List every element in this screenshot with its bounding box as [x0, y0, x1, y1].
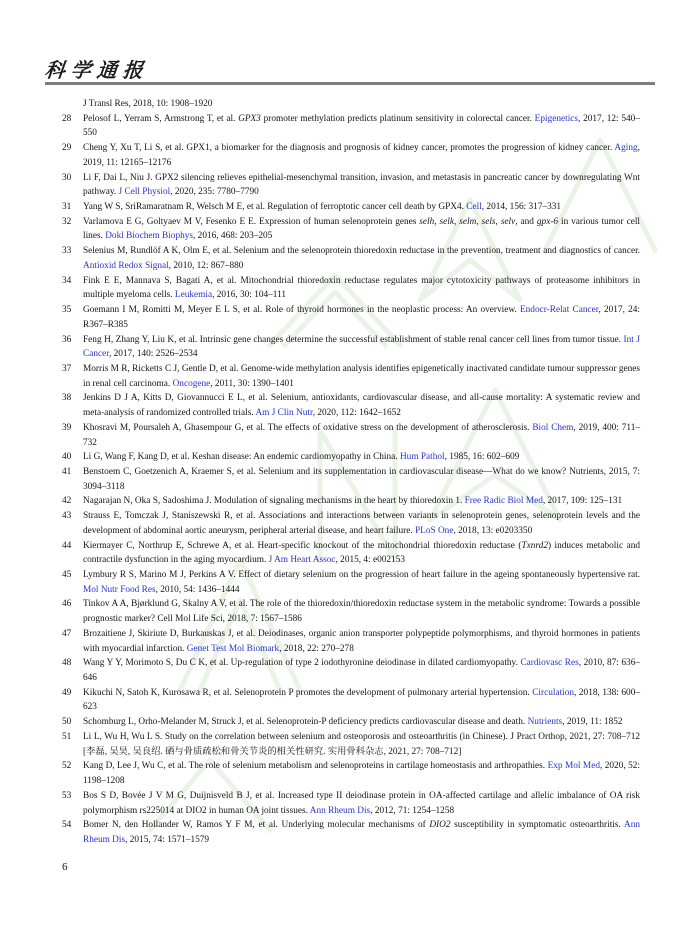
journal-link[interactable]: Ann Rheum Dis	[309, 805, 371, 816]
journal-link[interactable]: Dokl Biochem Biophys	[105, 231, 194, 242]
reference-text: J Transl Res, 2018, 10: 1908–1920	[83, 99, 213, 109]
reference-item	[62, 818, 640, 847]
reference-text	[83, 112, 640, 141]
reference-text	[83, 362, 640, 391]
reference-number: 49	[62, 687, 72, 698]
references-section	[62, 97, 640, 848]
text-segment: ) induces metabolic and contractile dysfunction in the aging myocardium.	[83, 540, 640, 566]
text-segment: Li L, Wu H, Wu L S. Study on the correlation between selenium and osteoporosis and osteoarthritis (in Chinese). J Pract Orthop, 2021, 27: 708–712 [李磊, 吴昊, 吴良绍. 硒与骨质疏松和骨关节炎的相关性研究. 实用骨科杂志, 2021, 27: 708–712]	[83, 731, 640, 757]
reference-text	[83, 450, 640, 465]
text-segment: DIO2	[429, 820, 451, 831]
text-segment: selk	[439, 216, 455, 227]
journal-link[interactable]: Epigenetics	[534, 113, 579, 124]
text-segment: , 2011, 30: 1390–1401	[210, 378, 294, 389]
text-segment: , 2019, 11: 1852	[562, 717, 623, 728]
text-segment: GPX3	[238, 113, 261, 124]
text-segment: Cheng Y, Xu T, Li S, et al. GPX1, a biomarker for the diagnosis and prognosis of kidney cancer, promotes the progression of kidney cancer.	[83, 143, 615, 154]
references-list	[62, 112, 640, 848]
reference-text	[83, 759, 640, 788]
text-segment: Lymbury R S, Marino M J, Perkins A V. Effect of dietary selenium on the progression of heart failure in the ageing spontaneously hypertensive rat.	[83, 570, 640, 580]
text-segment: Tinkov A A, Bjørklund G, Skalny A V, et al. The role of the thioredoxin/thioredoxin reductase system in the metabolic syndrome: Towards a possible prognostic marker? Cell Mol Life Sci, 2018, 7: 1567–1586	[83, 599, 640, 625]
reference-text	[83, 421, 640, 450]
text-segment: , 2010, 87: 636–646	[83, 658, 640, 684]
journal-link[interactable]: Free Radic Biol Med	[464, 496, 543, 507]
journal-link[interactable]: Biol Chem	[532, 422, 574, 433]
journal-link[interactable]: Circulation	[532, 687, 575, 698]
text-segment: Benstoem C, Goetzenich A, Kraemer S, et al. Selenium and its supplementation in cardiovascular disease—What do we know? Nutrients, 2015, 7: 3094–3118	[83, 466, 640, 492]
reference-item	[62, 200, 640, 215]
journal-link[interactable]: Leukemia	[174, 290, 213, 301]
journal-link[interactable]: Genet Test Mol Biomark	[186, 643, 280, 654]
text-segment: , 2017, 140: 2526–2534	[108, 349, 198, 360]
text-segment: Strauss E, Tomczak J, Staniszewski R, et al. Associations and interactions between variants in selenoprotein genes, selenoprotein levels and the development of abdominal aortic aneurysm, peripheral arterial disease, and heart failure.	[83, 511, 640, 536]
reference-number: 50	[62, 717, 72, 728]
text-segment: , 2020, 235: 7780–7790	[170, 187, 259, 198]
reference-number: 45	[62, 570, 72, 580]
text-segment: Nagarajan N, Oka S, Sadoshima J. Modulation of signaling mechanisms in the heart by thioredoxin 1.	[83, 496, 465, 507]
reference-text	[83, 715, 640, 730]
reference-number: 35	[62, 305, 72, 316]
reference-number: 38	[62, 393, 72, 404]
text-segment: selv	[500, 216, 516, 227]
text-segment: Li G, Wang F, Kang D, et al. Keshan disease: An endemic cardiomyopathy in China.	[83, 452, 400, 463]
reference-number: 37	[62, 363, 72, 374]
reference-text	[83, 215, 640, 244]
text-segment: Wang Y Y, Morimoto S, Du C K, et al. Up-regulation of type 2 iodothyronine deiodinase in dilated cardiomyopathy.	[83, 658, 521, 669]
reference-item	[62, 141, 640, 170]
text-segment: , 2017, 24: R367–R385	[83, 305, 640, 330]
reference-number: 29	[62, 143, 72, 154]
reference-item	[62, 450, 640, 465]
reference-number: 52	[62, 761, 72, 772]
reference-text	[83, 244, 640, 273]
journal-logo: 科学通报	[43, 60, 150, 82]
journal-link[interactable]: Aging	[614, 143, 638, 154]
reference-text	[83, 818, 640, 847]
reference-item	[62, 597, 640, 626]
reference-text	[83, 730, 640, 759]
reference-text	[83, 509, 640, 538]
text-segment: Goemann I M, Romitti M, Meyer E L S, et al. Role of thyroid hormones in the neoplastic process: An overview.	[83, 305, 520, 316]
reference-number: 28	[62, 113, 72, 124]
reference-item	[62, 568, 640, 597]
reference-item	[62, 421, 640, 450]
reference-number: 41	[62, 466, 72, 477]
text-segment: susceptibility in symptomatic osteoarthritis.	[450, 820, 624, 831]
text-segment: Txnrd2	[521, 540, 548, 551]
text-segment: ,	[495, 216, 501, 227]
text-segment: Bomer N, den Hollander W, Ramos Y F M, et al. Underlying molecular mechanisms of	[83, 820, 430, 831]
reference-text	[83, 200, 640, 215]
text-segment: ,	[476, 216, 482, 227]
text-segment: , 1985, 16: 602–609	[444, 452, 520, 463]
text-segment: , 2010, 54: 1436–1444	[155, 584, 240, 595]
text-segment: , 2010, 12: 867–880	[168, 260, 244, 271]
text-segment: Jenkins D J A, Kitts D, Giovannucci E L, et al. Selenium, antioxidants, cardiovascular disease, and all-cause mortality: A systematic review and meta-analysis of randomized controlled trials.	[83, 393, 640, 419]
text-segment: Li F, Dai L, Niu J. GPX2 silencing relieves epithelial-mesenchymal transition, invasion, and metastasis in pancreatic cancer by downregulating Wnt pathway.	[83, 172, 640, 198]
journal-link[interactable]: Exp Mol Med	[547, 761, 600, 772]
journal-link[interactable]: Mol Nutr Food Res	[83, 584, 156, 595]
reference-item	[62, 465, 640, 494]
reference-number: 51	[62, 731, 72, 742]
text-segment: , 2019, 400: 711–732	[83, 422, 640, 448]
reference-number: 33	[62, 246, 72, 257]
reference-text	[83, 303, 640, 332]
text-segment: , 2017, 12: 540–550	[83, 113, 640, 139]
text-segment: selm	[459, 216, 477, 227]
journal-link[interactable]: Oncogene	[172, 378, 211, 389]
reference-text	[83, 539, 640, 568]
reference-item	[62, 333, 640, 362]
text-segment: Kikuchi N, Satoh K, Kurosawa R, et al. Selenoprotein P promotes the development of pulmonary arterial hypertension.	[83, 687, 533, 698]
reference-number: 39	[62, 422, 72, 433]
reference-number: 54	[62, 820, 72, 831]
reference-number: 30	[62, 172, 72, 183]
text-segment: , 2015, 4: e002153	[335, 555, 405, 566]
reference-item	[62, 715, 640, 730]
text-segment: Kiermayer C, Northrup E, Schrewe A, et al. Heart-specific knockout of the mitochondrial thioredoxin reductase (	[83, 540, 522, 551]
reference-item	[62, 656, 640, 685]
reference-text	[83, 656, 640, 685]
reference-number: 32	[62, 216, 72, 227]
text-segment: , 2018, 13: e0203350	[453, 525, 533, 536]
text-segment: , 2016, 468: 203–205	[193, 231, 273, 242]
journal-link[interactable]: Hum Pathol	[399, 452, 445, 463]
journal-link[interactable]: Cardiovasc Res	[520, 658, 579, 669]
text-segment: Varlamova E G, Goltyaev M V, Fesenko E E. Expression of human selenoprotein genes	[83, 216, 420, 227]
reference-text	[83, 597, 640, 626]
reference-text	[83, 568, 640, 597]
text-segment: , 2018, 138: 600–623	[83, 687, 640, 713]
continuation-line	[62, 97, 640, 112]
header-rule	[45, 82, 655, 85]
reference-number: 42	[62, 496, 72, 507]
reference-item	[62, 789, 640, 818]
journal-link[interactable]: Ann Rheum Dis	[83, 820, 640, 845]
reference-number: 31	[62, 202, 72, 213]
journal-link[interactable]: Cell	[466, 202, 482, 213]
page-number: 6	[62, 861, 68, 873]
journal-link[interactable]: Am J Clin Nutr	[255, 408, 313, 419]
reference-item	[62, 274, 640, 303]
reference-item	[62, 730, 640, 759]
reference-text	[83, 494, 640, 509]
text-segment: Khosravi M, Poursaleh A, Ghasempour G, et al. The effects of oxidative stress on the development of atherosclerosis.	[83, 422, 533, 433]
text-segment: Morris M R, Ricketts C J, Gentle D, et al. Genome-wide methylation analysis identifies epigenetically inactivated candidate tumour suppressor genes in renal cell carcinoma.	[83, 363, 640, 389]
text-segment: Selenius M, Rundlöf A K, Olm E, et al. Selenium and the selenoprotein thioredoxin reductase in the prevention, treatment and diagnostics of cancer.	[83, 246, 640, 257]
text-segment: Kang D, Lee J, Wu C, et al. The role of selenium metabolism and selenoproteins in cartilage homeostasis and arthropathies.	[83, 761, 548, 772]
reference-number: 48	[62, 658, 72, 669]
text-segment: , 2015, 74: 1571–1579	[125, 834, 210, 845]
reference-item	[62, 627, 640, 656]
reference-text	[83, 465, 640, 494]
reference-text	[83, 141, 640, 170]
text-segment: Fink E E, Mannava S, Bagati A, et al. Mitochondrial thioredoxin reductase regulates major cytotoxicity pathways of proteasome inhibitors in multiple myeloma cells.	[83, 275, 640, 301]
reference-item	[62, 244, 640, 273]
reference-item	[62, 686, 640, 715]
reference-item	[62, 112, 640, 141]
text-segment: , and	[515, 216, 537, 227]
text-segment: promoter methylation predicts platinum sensitivity in colorectal cancer.	[260, 113, 535, 124]
reference-text	[83, 274, 640, 303]
reference-number	[62, 97, 83, 112]
text-segment: Feng H, Zhang Y, Liu K, et al. Intrinsic gene changes determine the successful establishment of stable renal cancer cell lines from tumor tissue.	[83, 334, 624, 345]
text-segment: ,	[434, 216, 440, 227]
journal-link[interactable]: J Cell Physiol	[118, 187, 171, 198]
reference-text	[83, 789, 640, 818]
journal-link[interactable]: Int J Cancer	[83, 334, 640, 360]
reference-number: 40	[62, 452, 72, 463]
text-segment: in various tumor cell lines.	[83, 216, 641, 242]
reference-text	[83, 333, 640, 362]
reference-text	[83, 171, 640, 200]
text-segment: , 2017, 109: 125–131	[542, 496, 623, 507]
reference-text	[83, 686, 640, 715]
reference-number: 43	[62, 511, 72, 522]
text-segment: Schomburg L, Orho-Melander M, Struck J, et al. Selenoprotein-P deficiency predicts cardiovascular disease and death.	[83, 717, 528, 728]
text-segment: , 2019, 11: 12165–12176	[83, 143, 640, 168]
text-segment: Yang W S, SriRamaratnam R, Welsch M E, et al. Regulation of ferroptotic cancer cell death by GPX4.	[83, 202, 467, 213]
text-segment: , 2018, 22: 270–278	[279, 643, 354, 654]
reference-item	[62, 391, 640, 420]
text-segment: selh	[419, 216, 435, 227]
text-segment: , 2014, 156: 317–331	[481, 202, 562, 213]
text-segment: , 2020, 52: 1198–1208	[83, 761, 640, 787]
reference-number: 46	[62, 599, 72, 610]
reference-number: 47	[62, 628, 72, 639]
journal-link[interactable]: PLoS One	[414, 525, 454, 536]
reference-item	[62, 539, 640, 568]
reference-item	[62, 759, 640, 788]
reference-item	[62, 171, 640, 200]
text-segment: sels	[481, 216, 496, 227]
reference-number: 36	[62, 334, 72, 345]
reference-item	[62, 509, 640, 538]
text-segment: Brozaitiene J, Skiriute D, Burkauskas J, et al. Deiodinases, organic anion transporter polypeptide polymorphisms, and thyroid hormones in patients with myocardial infarction.	[83, 628, 640, 654]
text-segment: , 2020, 112: 1642–1652	[312, 408, 401, 419]
journal-link[interactable]: J Am Heart Assoc	[268, 555, 336, 566]
text-segment: Bos S D, Bovée J V M G, Duijnisveld B J, et al. Increased type II deiodinase protein in OA-affected cartilage and allelic imbalance of OA risk polymorphism rs225014 at DIO2 in human OA joint tissues.	[83, 790, 640, 816]
text-segment: Pelosof L, Yerram S, Armstrong T, et al.	[83, 113, 239, 124]
reference-text	[83, 391, 640, 420]
reference-text	[83, 627, 640, 656]
reference-item	[62, 362, 640, 391]
reference-number: 34	[62, 275, 72, 286]
reference-item	[62, 494, 640, 509]
text-segment: gpx-6	[536, 216, 559, 227]
reference-item	[62, 215, 640, 244]
text-segment: , 2012, 71: 1254–1258	[370, 805, 455, 816]
journal-link[interactable]: Nutrients	[527, 717, 563, 728]
journal-link[interactable]: Endocr-Relat Cancer	[519, 305, 599, 316]
journal-link[interactable]: Antioxid Redox Signal	[83, 260, 169, 271]
text-segment: ,	[454, 216, 460, 227]
reference-item	[62, 303, 640, 332]
text-segment: , 2016, 30: 104–111	[212, 290, 287, 301]
reference-number: 44	[62, 540, 72, 551]
reference-number: 53	[62, 790, 72, 801]
